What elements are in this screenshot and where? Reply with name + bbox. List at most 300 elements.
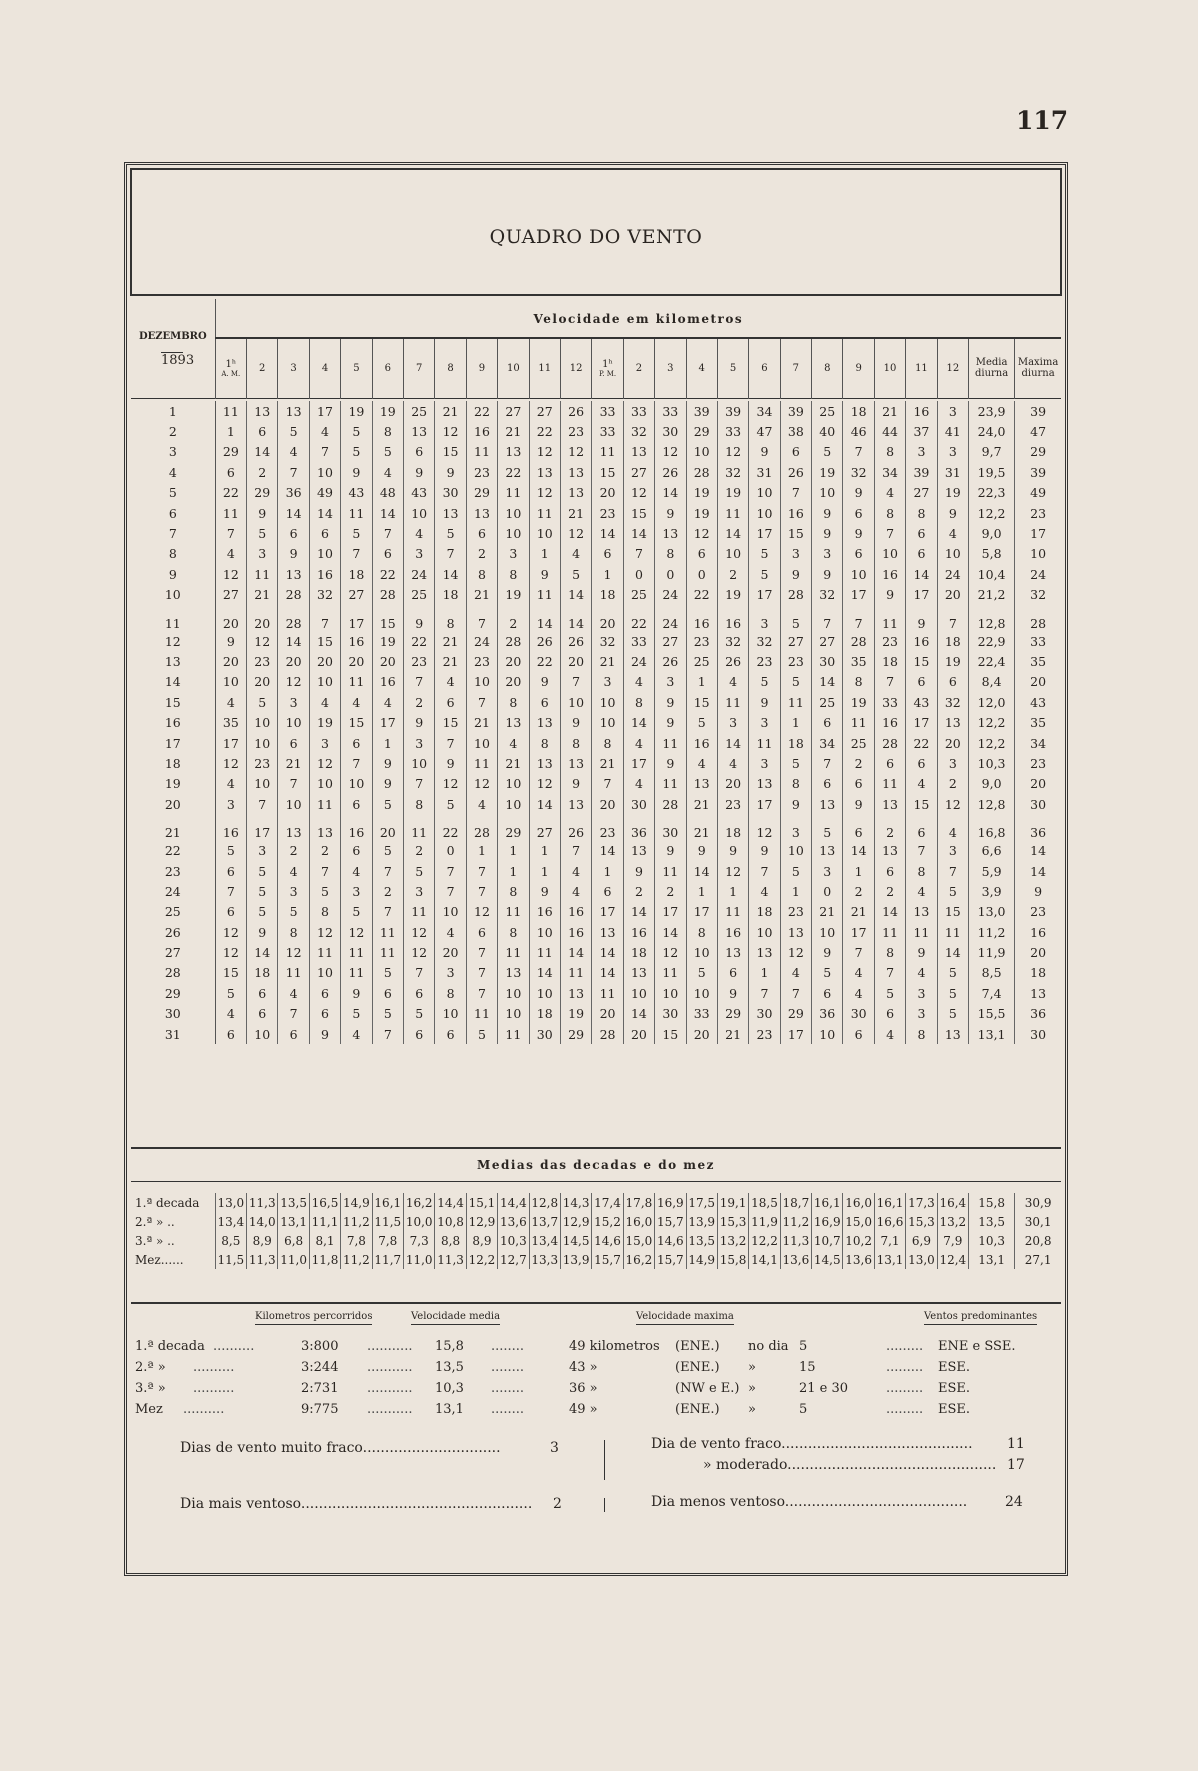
value-cell: 14 (717, 733, 748, 753)
value-cell: 7 (466, 983, 497, 1003)
mean-cell: 13,1 (278, 1212, 309, 1231)
value-cell: 7 (466, 692, 497, 712)
value-cell: 43 (341, 483, 372, 503)
mean-cell: 7,1 (874, 1231, 905, 1250)
value-cell: 35 (1030, 715, 1047, 731)
table-row (131, 733, 1061, 753)
value-cell: 32 (812, 585, 843, 605)
mean-cell: 16,5 (309, 1193, 340, 1212)
value-cell: 7 (623, 544, 654, 564)
value-cell: 23 (874, 631, 905, 651)
hour-header-am-10: 10 (498, 338, 529, 398)
value-cell: 9 (749, 840, 780, 860)
value-cell: 4 (906, 774, 937, 794)
mean-cell: 17,4 (592, 1193, 623, 1212)
mean-cell: 14,4 (435, 1193, 466, 1212)
mean-cell: 15,8 (969, 1193, 1015, 1212)
value-cell: 36 (812, 1004, 843, 1024)
value-cell: 20 (372, 814, 403, 840)
day-cell: 2 (131, 421, 215, 441)
value-cell: 23 (749, 651, 780, 671)
mean-cell: 15,1 (466, 1193, 497, 1212)
value-cell: 8 (906, 1024, 937, 1044)
value-cell: 32 (937, 692, 968, 712)
value-cell: 5 (686, 963, 717, 983)
value-cell: 14 (655, 483, 686, 503)
value-cell: 10 (655, 983, 686, 1003)
value-cell: 20 (278, 651, 309, 671)
value-cell: 8 (874, 442, 905, 462)
month-label: DEZEMBRO (138, 331, 207, 342)
value-cell: 34 (874, 462, 905, 482)
value-cell: 23 (780, 651, 811, 671)
value-cell: 5 (780, 605, 811, 631)
value-cell: 11 (937, 922, 968, 942)
value-cell: 30 (749, 1004, 780, 1024)
value-cell: 24 (937, 564, 968, 584)
day-cell: 10 (131, 585, 215, 605)
leader-dots: .......... (193, 1381, 235, 1396)
value-cell: 3 (780, 544, 811, 564)
value-cell: 9 (403, 605, 434, 631)
day-cell: 4 (131, 462, 215, 482)
value-cell: 11,2 (969, 922, 1015, 942)
value-cell: 13 (498, 963, 529, 983)
value-cell: 9 (529, 564, 560, 584)
ventos-value: ESE. (938, 1381, 971, 1396)
hour-header-pm-3: 3 (655, 338, 686, 398)
value-cell: 5 (372, 963, 403, 983)
value-cell: 9 (780, 564, 811, 584)
means-row (131, 1231, 1061, 1250)
table-row (131, 774, 1061, 794)
mean-cell: 15,2 (592, 1212, 623, 1231)
menos-ventoso-value: 24 (1005, 1494, 1023, 1510)
value-cell: 32 (309, 585, 340, 605)
value-cell: 10 (466, 733, 497, 753)
value-cell: 6 (341, 840, 372, 860)
value-cell: 1 (592, 564, 623, 584)
mean-cell: 8,5 (215, 1231, 246, 1250)
value-cell: 21 (278, 753, 309, 773)
table-row (131, 483, 1061, 503)
value-cell: 34 (749, 401, 780, 421)
value-cell: 13 (278, 564, 309, 584)
value-cell: 7 (372, 1024, 403, 1044)
mean-cell: 13,5 (686, 1231, 717, 1250)
km-header: Kilometros percorridos (255, 1311, 372, 1322)
value-cell: 10 (309, 774, 340, 794)
value-cell: 8 (372, 421, 403, 441)
value-cell: 20 (1030, 776, 1047, 792)
value-cell: 20 (592, 483, 623, 503)
value-cell: 4 (843, 963, 874, 983)
value-cell: 9 (812, 942, 843, 962)
value-cell: 10 (247, 712, 278, 732)
value-cell: 6 (435, 1024, 466, 1044)
value-cell: 12 (529, 774, 560, 794)
value-cell: 6 (372, 544, 403, 564)
value-cell: 19 (309, 712, 340, 732)
value-cell: 12 (403, 922, 434, 942)
value-cell: 3 (341, 881, 372, 901)
period-label: 3.ª » .. (131, 1231, 215, 1250)
value-cell: 10 (749, 483, 780, 503)
leader-dots: .......... (183, 1402, 225, 1417)
value-cell: 13 (560, 753, 591, 773)
day-cell: 22 (131, 840, 215, 860)
value-cell: 26 (529, 631, 560, 651)
leader-dots: ........... (367, 1402, 413, 1417)
value-cell: 14 (592, 942, 623, 962)
value-cell: 15 (906, 794, 937, 814)
value-cell: 3 (749, 605, 780, 631)
value-cell: 0 (812, 881, 843, 901)
mean-cell: 17,5 (686, 1193, 717, 1212)
mean-cell: 7,8 (372, 1231, 403, 1250)
day-cell: 27 (131, 942, 215, 962)
table-row (131, 672, 1061, 692)
mean-cell: 19,1 (717, 1193, 748, 1212)
value-cell: 3 (247, 840, 278, 860)
value-cell: 9 (278, 544, 309, 564)
value-cell: 30 (843, 1004, 874, 1024)
value-cell: 9 (529, 672, 560, 692)
day-value: 5 (799, 1339, 808, 1354)
mean-cell: 13,6 (843, 1250, 874, 1269)
value-cell: 15 (435, 712, 466, 732)
leader-dots: ......... (886, 1402, 924, 1417)
mean-cell: 11,2 (341, 1250, 372, 1269)
day-cell: 29 (131, 983, 215, 1003)
value-cell: 18 (749, 902, 780, 922)
hour-header-am-8: 8 (435, 338, 466, 398)
table-row (131, 794, 1061, 814)
value-cell: 8 (874, 503, 905, 523)
value-cell: 26 (780, 462, 811, 482)
leader-dots: ........ (491, 1339, 525, 1354)
value-cell: 12 (466, 902, 497, 922)
value-cell: 9 (341, 983, 372, 1003)
value-cell: 19 (812, 462, 843, 482)
value-cell: 10 (403, 753, 434, 773)
value-cell: 11 (560, 963, 591, 983)
value-cell: 13 (937, 1024, 968, 1044)
value-cell: 17 (906, 712, 937, 732)
value-cell: 43 (1030, 694, 1047, 710)
table-row (131, 462, 1061, 482)
value-cell: 6 (874, 861, 905, 881)
value-cell: 7 (592, 774, 623, 794)
mean-cell: 11,3 (435, 1250, 466, 1269)
value-cell: 34 (1030, 735, 1047, 751)
wind-table (131, 299, 1061, 1044)
value-cell: 6 (906, 753, 937, 773)
value-cell: 26 (560, 631, 591, 651)
value-cell: 9,0 (969, 523, 1015, 543)
value-cell: 1 (592, 861, 623, 881)
value-cell: 29 (247, 483, 278, 503)
value-cell: 29 (1030, 444, 1047, 460)
day-cell: 15 (131, 692, 215, 712)
value-cell: 28 (655, 794, 686, 814)
value-cell: 13 (874, 840, 905, 860)
mean-cell: 10,3 (498, 1231, 529, 1250)
table-row (131, 861, 1061, 881)
value-cell: 11 (749, 733, 780, 753)
value-cell: 10 (309, 462, 340, 482)
value-cell: 14 (843, 840, 874, 860)
value-cell: 17 (592, 902, 623, 922)
table-row (131, 712, 1061, 732)
value-cell: 5 (372, 442, 403, 462)
value-cell: 12 (309, 922, 340, 942)
value-cell: 24 (655, 605, 686, 631)
maxima-header: Maxima diurna (1017, 357, 1059, 380)
value-cell: 14 (247, 942, 278, 962)
value-cell: 11 (874, 605, 905, 631)
value-cell: 10 (592, 692, 623, 712)
value-cell: 5 (341, 1004, 372, 1024)
value-cell: 6 (592, 881, 623, 901)
mean-cell: 13,9 (560, 1250, 591, 1269)
value-cell: 7 (372, 861, 403, 881)
value-cell: 14 (937, 942, 968, 962)
mean-cell: 15,7 (655, 1212, 686, 1231)
value-cell: 0 (655, 564, 686, 584)
value-cell: 22 (403, 631, 434, 651)
value-cell: 3 (403, 881, 434, 901)
value-cell: 16 (623, 922, 654, 942)
value-cell: 3 (435, 963, 466, 983)
value-cell: 3 (278, 881, 309, 901)
value-cell: 5 (812, 963, 843, 983)
value-cell: 3 (403, 544, 434, 564)
value-cell: 5 (937, 983, 968, 1003)
table-row (131, 564, 1061, 584)
value-cell: 21 (874, 401, 905, 421)
value-cell: 4 (749, 881, 780, 901)
day-label: no dia (748, 1339, 789, 1354)
value-cell: 9 (655, 753, 686, 773)
value-cell: 14 (623, 1004, 654, 1024)
value-cell: 1 (498, 861, 529, 881)
value-cell: 5 (435, 794, 466, 814)
value-cell: 21 (466, 712, 497, 732)
day-cell: 7 (131, 523, 215, 543)
value-cell: 21 (592, 651, 623, 671)
value-cell: 2 (278, 840, 309, 860)
value-cell: 7 (812, 605, 843, 631)
value-cell: 13 (278, 401, 309, 421)
media-value: 15,8 (435, 1339, 464, 1354)
hour-header-am-1: 1ʰ A. M. (215, 338, 246, 398)
value-cell: 6 (717, 963, 748, 983)
value-cell: 12 (780, 942, 811, 962)
value-cell: 9 (403, 462, 434, 482)
value-cell: 9 (623, 861, 654, 881)
max-direction: (ENE.) (675, 1360, 720, 1375)
value-cell: 17 (309, 401, 340, 421)
value-cell: 13 (749, 942, 780, 962)
mean-cell: 14,4 (498, 1193, 529, 1212)
mean-cell: 15,3 (717, 1212, 748, 1231)
value-cell: 7 (937, 861, 968, 881)
mean-cell: 11,9 (749, 1212, 780, 1231)
media-value: 13,1 (435, 1402, 464, 1417)
value-cell: 6 (906, 523, 937, 543)
mean-cell: 14,9 (341, 1193, 372, 1212)
value-cell: 11 (403, 902, 434, 922)
value-cell: 3 (937, 401, 968, 421)
value-cell: 5 (341, 421, 372, 441)
value-cell: 9 (937, 503, 968, 523)
value-cell: 9 (812, 503, 843, 523)
value-cell: 28 (278, 605, 309, 631)
title-box (130, 168, 1062, 296)
value-cell: 9 (655, 503, 686, 523)
value-cell: 4 (278, 983, 309, 1003)
value-cell: 6 (341, 733, 372, 753)
value-cell: 17 (843, 922, 874, 942)
mean-cell: 12,9 (560, 1212, 591, 1231)
value-cell: 31 (937, 462, 968, 482)
value-cell: 7 (403, 672, 434, 692)
value-cell: 4 (906, 881, 937, 901)
value-cell: 7 (372, 902, 403, 922)
value-cell: 2 (466, 544, 497, 564)
mean-cell: 14,1 (749, 1250, 780, 1269)
value-cell: 5 (341, 523, 372, 543)
value-cell: 13 (403, 421, 434, 441)
value-cell: 9 (403, 712, 434, 732)
table-row (131, 922, 1061, 942)
value-cell: 32 (717, 462, 748, 482)
mean-cell: 15,0 (623, 1231, 654, 1250)
value-cell: 7 (372, 523, 403, 543)
value-cell: 9 (874, 585, 905, 605)
mean-cell: 7,8 (341, 1231, 372, 1250)
value-cell: 12 (215, 753, 246, 773)
table-row (131, 605, 1061, 631)
value-cell: 4 (498, 733, 529, 753)
mean-cell: 13,1 (874, 1250, 905, 1269)
mean-cell: 30,1 (1024, 1214, 1052, 1229)
day-cell: 28 (131, 963, 215, 983)
value-cell: 22 (529, 421, 560, 441)
value-cell: 5 (247, 902, 278, 922)
value-cell: 11 (341, 672, 372, 692)
value-cell: 6 (215, 1024, 246, 1044)
value-cell: 4 (215, 692, 246, 712)
mean-cell: 13,5 (278, 1193, 309, 1212)
max-value: 36 » (569, 1381, 598, 1396)
leader-dots: .......... (193, 1360, 235, 1375)
value-cell: 4 (215, 544, 246, 564)
value-cell: 3 (309, 733, 340, 753)
value-cell: 5 (435, 523, 466, 543)
value-cell: 8 (623, 692, 654, 712)
value-cell: 3 (278, 692, 309, 712)
value-cell: 10 (498, 1004, 529, 1024)
value-cell: 15 (623, 503, 654, 523)
value-cell: 26 (717, 651, 748, 671)
value-cell: 13 (560, 983, 591, 1003)
value-cell: 11 (278, 963, 309, 983)
value-cell: 23 (247, 753, 278, 773)
hour-header-pm-7: 7 (780, 338, 811, 398)
value-cell: 9 (780, 794, 811, 814)
value-cell: 6,6 (969, 840, 1015, 860)
value-cell: 11 (874, 774, 905, 794)
value-cell: 11,9 (969, 942, 1015, 962)
value-cell: 6 (843, 814, 874, 840)
ventos-header: Ventos predominantes (924, 1311, 1037, 1322)
max-direction: (NW e E.) (675, 1381, 740, 1396)
value-cell: 21 (435, 401, 466, 421)
value-cell: 9 (717, 840, 748, 860)
value-cell: 20 (1030, 674, 1047, 690)
value-cell: 11 (341, 963, 372, 983)
table-row (131, 942, 1061, 962)
value-cell: 15 (215, 963, 246, 983)
value-cell: 28 (1030, 615, 1047, 631)
muito-fraco-label: Dias de vento muito fraco............................... (180, 1440, 501, 1456)
value-cell: 16 (717, 605, 748, 631)
value-cell: 7 (435, 881, 466, 901)
leader-dots: ......... (886, 1339, 924, 1354)
value-cell: 12 (215, 942, 246, 962)
ventos-value: ENE e SSE. (938, 1339, 1016, 1354)
day-label: » (748, 1381, 756, 1396)
value-cell: 33 (623, 401, 654, 421)
leader-dots: ........ (491, 1381, 525, 1396)
value-cell: 14 (812, 672, 843, 692)
value-cell: 1 (780, 881, 811, 901)
value-cell: 8,5 (969, 963, 1015, 983)
value-cell: 5 (937, 1004, 968, 1024)
table-row (131, 523, 1061, 543)
value-cell: 10 (843, 564, 874, 584)
value-cell: 19 (937, 651, 968, 671)
value-cell: 17 (749, 585, 780, 605)
value-cell: 10 (686, 983, 717, 1003)
hour-header-pm-11: 11 (906, 338, 937, 398)
value-cell: 4 (937, 814, 968, 840)
value-cell: 19 (717, 483, 748, 503)
value-cell: 43 (906, 692, 937, 712)
value-cell: 14 (372, 503, 403, 523)
value-cell: 10 (812, 483, 843, 503)
divider (604, 1440, 605, 1480)
value-cell: 33 (623, 631, 654, 651)
summary-row (131, 1360, 1061, 1382)
value-cell: 4 (372, 692, 403, 712)
mais-ventoso-label: Dia mais ventoso.................................................... (180, 1496, 533, 1512)
value-cell: 14 (655, 922, 686, 942)
value-cell: 12 (403, 942, 434, 962)
mean-cell: 13,4 (215, 1212, 246, 1231)
value-cell: 22 (466, 401, 497, 421)
value-cell: 18 (717, 814, 748, 840)
value-cell: 22 (529, 651, 560, 671)
value-cell: 12 (529, 442, 560, 462)
value-cell: 20 (435, 942, 466, 962)
value-cell: 11 (529, 942, 560, 962)
value-cell: 11 (874, 922, 905, 942)
value-cell: 3,9 (969, 881, 1015, 901)
value-cell: 23 (780, 902, 811, 922)
